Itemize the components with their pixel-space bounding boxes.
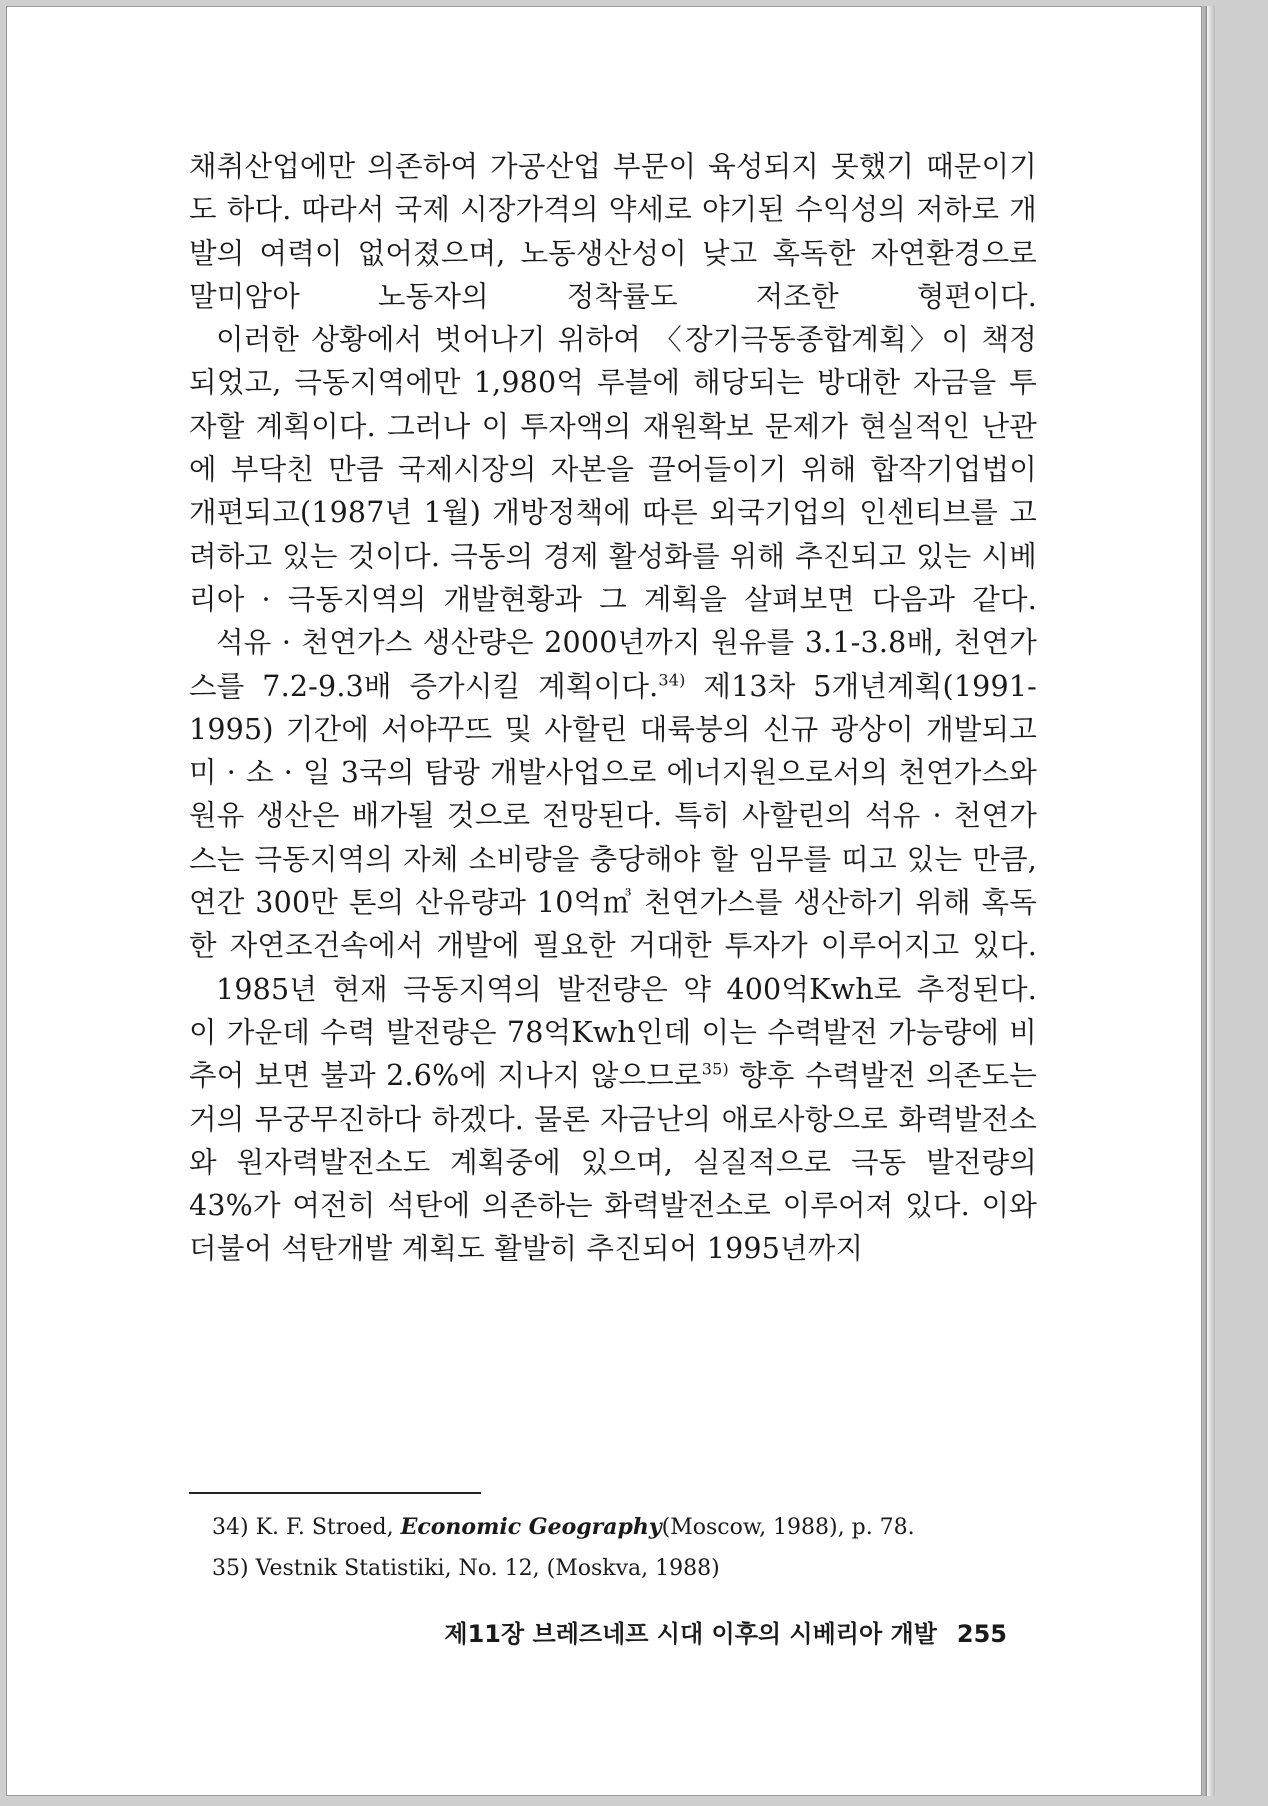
footnote-author: K. F. Stroed, (255, 1515, 394, 1540)
book-page (6, 6, 1202, 1796)
paragraph-1-text: 채취산업에만 의존하여 가공산업 부문이 육성되지 못했기 때문이기도 하다. 따라서 국제 시장가격의 약세로 야기된 수익성의 저하로 개발의 여력이 없어졌으며, 노동생산성이 낮고 혹독한 자연환경으로 말미암아 노동자의 정착률도 저조한 형편이다. (189, 150, 1037, 313)
paragraph-3-text-a: 석유 · 천연가스 생산량은 2000년까지 원유를 3.1-3.8배, 천연가스를 7.2-9.3배 증가시킬 계획이다. (189, 626, 1037, 703)
footnote-rest: (Moscow, 1988), p. 78. (661, 1515, 915, 1540)
footnote-author: Vestnik Statistiki, No. 12, (Moskva, 1988) (255, 1556, 720, 1581)
body-text (189, 145, 1037, 1271)
paragraph-3 (189, 621, 1037, 967)
footnotes (212, 1507, 1032, 1589)
paragraph-4-text-a: 1985년 현재 극동지역의 발전량은 약 400억Kwh로 추정된다. 이 가운데 수력 발전량은 78억Kwh인데 이는 수력발전 가능량에 비추어 보면 불과 2.6%에 지나지 않으므로 (189, 972, 1037, 1093)
page-stack-edge (1206, 6, 1215, 1796)
paragraph-2-text: 이러한 상황에서 벗어나기 위하여 〈장기극동종합계획〉이 책정되었고, 극동지역에만 1,980억 루블에 해당되는 방대한 자금을 투자할 계획이다. 그러나 이 투자액의 재원확보 문제가 현실적인 난관에 부닥친 만큼 국제시장의 자본을 끌어들이기 위해 합작기업법이 개편되고(1987년 1월) 개방정책에 따른 외국기업의 인센티브를 고려하고 있는 것이다. 극동의 경제 활성화를 위해 추진되고 있는 시베리아 · 극동지역의 개발현황과 그 계획을 살펴보면 다음과 같다. (189, 323, 1037, 616)
footnote-divider (189, 1492, 481, 1494)
footnote-ref-35[interactable]: 35) (701, 1059, 729, 1079)
paragraph-4-text-b: 향후 수력발전 의존도는 거의 무궁무진하다 하겠다. 물론 자금난의 애로사항으로 화력발전소와 원자력발전소도 계획중에 있으며, 실질적으로 극동 발전량의 43%가 여전히 석탄에 의존하는 화력발전소로 이루어져 있다. 이와 더불어 석탄개발 계획도 활발히 추진되어 1995년까지 (189, 1059, 1037, 1266)
paragraph-3-text-b: 제13차 5개년계획(1991-1995) 기간에 서야꾸뜨 및 사할린 대륙붕의 신규 광상이 개발되고 미 · 소 · 일 3국의 탐광 개발사업으로 에너지원으로서의 천연가스와 원유 생산은 배가될 것으로 전망된다. 특히 사할린의 석유 · 천연가스는 극동지역의 자체 소비량을 충당해야 할 임무를 띠고 있는 만큼, 연간 300만 톤의 산유량과 10억㎥ 천연가스를 생산하기 위해 혹독한 자연조건속에서 개발에 필요한 거대한 투자가 이루어지고 있다. (189, 669, 1037, 963)
footnote-number: 35) (212, 1556, 249, 1581)
paragraph-2 (189, 318, 1037, 621)
footnote-34 (212, 1507, 1032, 1548)
running-head: 제11장 브레즈네프 시대 이후의 시베리아 개발 (444, 1620, 937, 1648)
footnote-ref-34[interactable]: 34) (658, 670, 686, 690)
footnote-35 (212, 1548, 1032, 1589)
page-number: 255 (956, 1620, 1007, 1648)
paragraph-1 (189, 145, 1037, 318)
footnote-title: Economic Geography (400, 1514, 662, 1540)
footnote-number: 34) (212, 1515, 249, 1540)
page-footer (427, 1614, 1007, 1649)
paragraph-4 (189, 968, 1037, 1271)
